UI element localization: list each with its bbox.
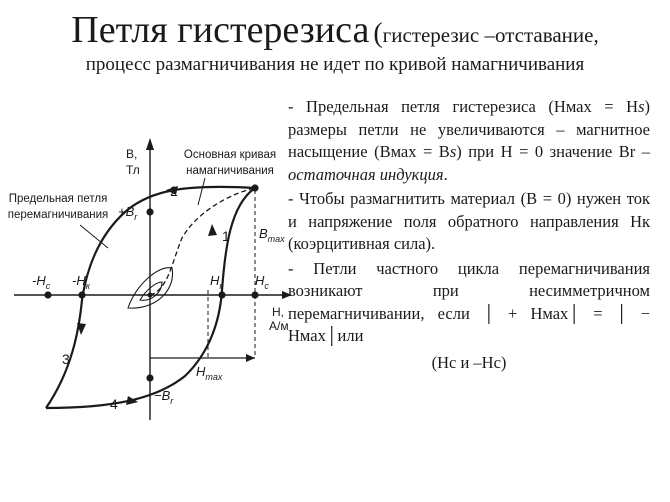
arrow-4: [126, 396, 138, 405]
point-hc: [251, 291, 258, 298]
minus-hc-label: $-H_c$: [32, 273, 51, 291]
minor-loop-inner: [140, 282, 162, 300]
axis-b-label: B,: [126, 147, 138, 161]
point-origin: [148, 293, 153, 298]
point-minus-hc: [44, 291, 51, 298]
curve-number-2: 2: [170, 183, 178, 199]
hmax-arrow: [246, 354, 255, 362]
explanation-text: [288, 96, 650, 374]
paragraph-minor-loops: - Петли частного цикла перемагничивания возникают при несимметричном перемагничивании, если │ + Нмах│ = │ − Нмах│или: [288, 258, 650, 345]
main-curve-label-1: Основная кривая: [183, 149, 277, 161]
title-main: Петля гистерезиса: [71, 9, 370, 51]
residual-induction-term: остаточная индукция: [288, 164, 444, 184]
hc-label: $H_c$: [255, 273, 269, 291]
title-note: гистерезис –отставание,: [382, 23, 599, 47]
hysteresis-diagram: [0, 130, 300, 420]
point-bmax: [251, 184, 258, 191]
axis-h-unit: А/м: [269, 319, 289, 333]
curve-number-1: 1: [222, 228, 230, 244]
arrow-1: [208, 224, 217, 236]
plus-br-label: $+B_r$: [118, 204, 138, 222]
point-hk: [218, 291, 225, 298]
minus-br-label: $-B_r$: [154, 388, 174, 406]
paragraph-limit-loop: - Предельная петля гистерезиса (Нмах = Нs) размеры петли не увеличиваются – магнитное насыщение (Bмах = Bs) при H = 0 значение Br – остаточная индукция.: [288, 97, 650, 184]
hk-label: $H_к$: [210, 273, 224, 291]
point-minus-br: [146, 374, 153, 381]
main-curve-leader: [198, 178, 205, 205]
curve-number-3: 3: [62, 351, 70, 367]
limit-loop-label-2: перемагничивания: [7, 209, 109, 221]
curve-number-4: 4: [110, 396, 118, 412]
point-plus-br: [146, 208, 153, 215]
axis-h-label: H,: [272, 305, 284, 319]
paragraph-coercive-force: - Чтобы размагнитить материал (B = 0) нужен ток и напряжение поля обратного направления Нк (коэрцитивная сила).: [288, 189, 650, 253]
limit-loop-label-1: Предельная петля: [8, 193, 108, 205]
subtitle: процесс размагничивания не идет по кривой намагничивания: [85, 54, 585, 75]
minus-hk-label: $-H_к$: [72, 273, 90, 291]
main-curve-label-2: намагничивания: [186, 165, 274, 177]
title-paren: (: [373, 18, 383, 49]
title: [0, 8, 670, 52]
paragraph-hc-note: (Нс и –Нс): [431, 352, 507, 372]
bmax-label: $B_{max}$: [259, 226, 285, 244]
main-magnetization-curve: [150, 188, 255, 295]
b-axis-arrow: [146, 138, 154, 150]
hmax-label: $H_{max}$: [196, 364, 223, 382]
point-minus-hk: [78, 291, 85, 298]
axis-b-unit: Тл: [126, 163, 140, 177]
